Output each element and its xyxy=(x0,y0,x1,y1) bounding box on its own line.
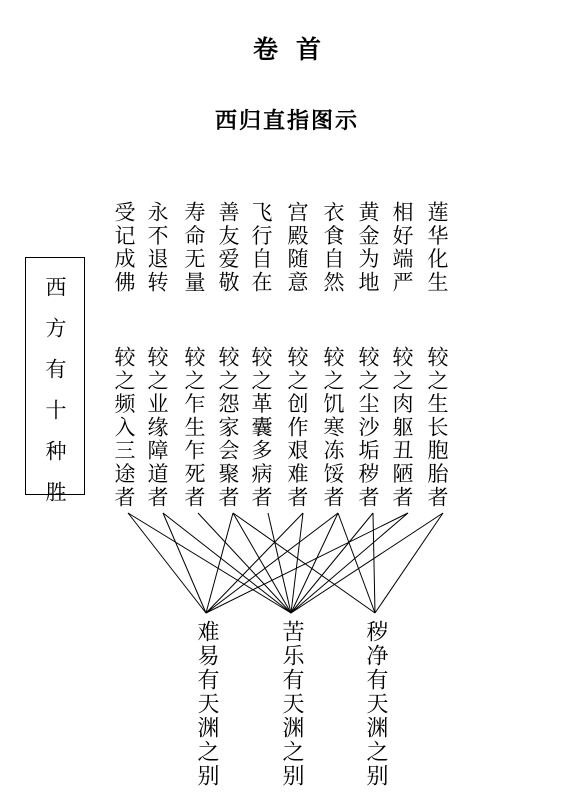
middle-column-10: 较之频入三途者 xyxy=(112,346,136,510)
connector-line xyxy=(233,513,291,613)
connector-line xyxy=(128,513,291,613)
top-column-3: 黄金为地 xyxy=(356,201,380,295)
side-box-label: 西方有十种胜 xyxy=(43,276,67,522)
connector-line xyxy=(128,513,206,613)
connector-line xyxy=(373,513,375,613)
connector-line xyxy=(291,513,408,613)
middle-column-5: 较之创作艰难者 xyxy=(285,346,309,510)
connector-line xyxy=(291,513,443,613)
top-column-6: 飞行自在 xyxy=(249,201,273,295)
connector-line xyxy=(206,513,408,613)
top-column-7: 善友爱敬 xyxy=(216,201,240,295)
top-column-5: 宫殿随意 xyxy=(285,201,309,295)
top-column-4: 衣食自然 xyxy=(321,201,345,295)
middle-column-2: 较之肉躯丑陋者 xyxy=(390,346,414,510)
middle-column-1: 较之生长胞胎者 xyxy=(425,346,449,510)
bottom-column-2: 苦乐有天渊之别 xyxy=(279,620,304,788)
middle-column-8: 较之乍生乍死者 xyxy=(182,346,206,510)
top-column-10: 受记成佛 xyxy=(112,201,136,295)
connector-line xyxy=(338,513,375,613)
connector-line xyxy=(163,513,206,613)
middle-column-3: 较之尘沙垢秽者 xyxy=(356,346,380,510)
bottom-column-3: 难易有天渊之别 xyxy=(194,620,219,788)
middle-column-4: 较之饥寒冻馁者 xyxy=(321,346,345,510)
connector-line xyxy=(198,513,291,613)
top-column-2: 相好端严 xyxy=(390,201,414,295)
connector-line xyxy=(375,513,443,613)
page-title: 卷首 xyxy=(252,35,339,64)
middle-column-9: 较之业缘障道者 xyxy=(145,346,169,510)
top-column-8: 寿命无量 xyxy=(182,201,206,295)
connector-line xyxy=(291,513,303,613)
middle-column-6: 较之革囊多病者 xyxy=(249,346,273,510)
bottom-column-1: 秽净有天渊之别 xyxy=(363,620,388,788)
diagram-subtitle: 西归直指图示 xyxy=(214,108,359,134)
top-column-1: 莲华化生 xyxy=(425,201,449,295)
middle-column-7: 较之怨家会聚者 xyxy=(216,346,240,510)
top-column-9: 永不退转 xyxy=(145,201,169,295)
